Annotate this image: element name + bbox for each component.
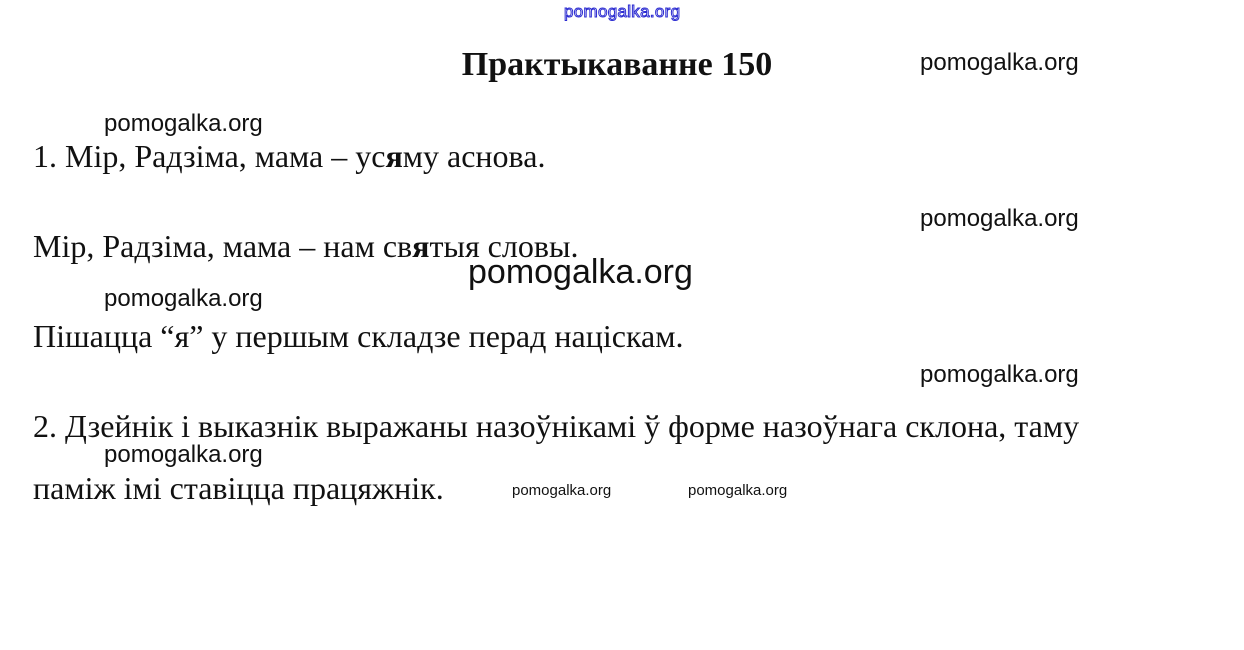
line-2-text-end: тыя словы.: [429, 228, 579, 264]
watermark-right-2: pomogalka.org: [920, 205, 1079, 232]
watermark-small-2: pomogalka.org: [688, 482, 788, 499]
watermark-top-logo: pomogalka.org: [564, 2, 681, 21]
watermark-small-1: pomogalka.org: [512, 482, 612, 499]
line-1-bold-letter: я: [385, 138, 403, 174]
watermark-right-1: pomogalka.org: [920, 49, 1079, 76]
line-1-text-end: му аснова.: [402, 138, 546, 174]
watermark-left-1: pomogalka.org: [104, 110, 263, 137]
line-2-text-start: Мір, Радзіма, мама – нам св: [33, 228, 413, 264]
watermark-right-3: pomogalka.org: [920, 361, 1079, 388]
answer-line-4: 2. Дзейнік і выказнік выражаны назоўнікамі ў форме назоўнага склона, таму: [33, 408, 1080, 444]
watermark-left-3: pomogalka.org: [104, 441, 263, 468]
page-title: Практыкаванне 150: [461, 46, 773, 83]
watermark-center-large: pomogalka.org: [468, 253, 693, 291]
answer-line-1: [33, 136, 545, 176]
answer-line-3: Пішацца “я” у першым складзе перад націскам.: [33, 318, 684, 354]
line-2-bold-letter: я: [412, 228, 430, 264]
watermark-left-2: pomogalka.org: [104, 285, 263, 312]
answer-line-5: паміж імі ставіцца працяжнік.: [33, 470, 444, 506]
line-1-text-start: 1. Мір, Радзіма, мама – ус: [33, 138, 386, 174]
